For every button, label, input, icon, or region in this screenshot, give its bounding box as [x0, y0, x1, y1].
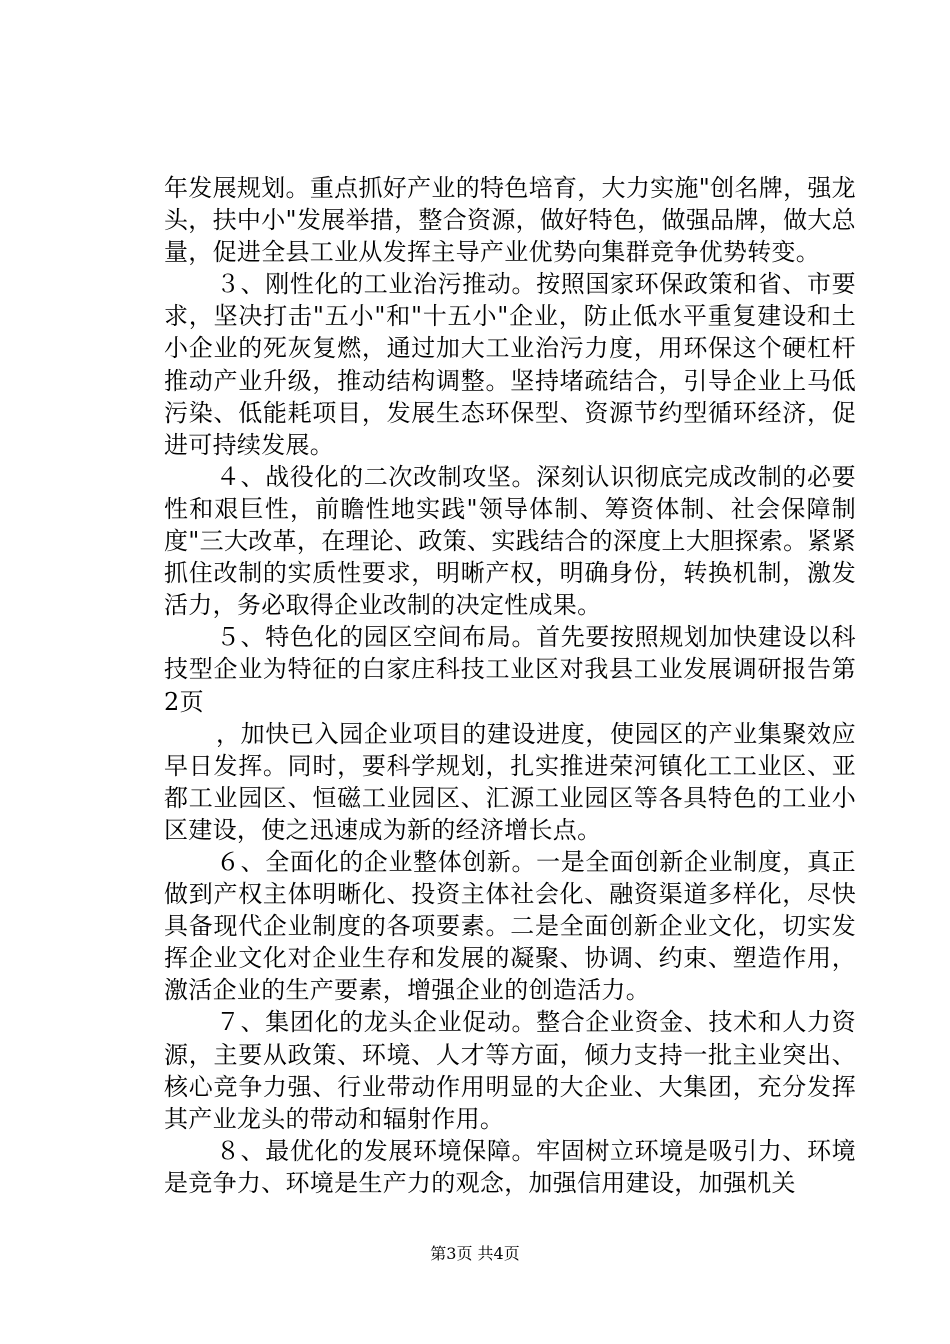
- page-footer: 第3页 共4页: [430, 1244, 520, 1263]
- paragraph-item-5-continued: ，加快已入园企业项目的建设进度，使园区的产业集聚效应早日发挥。同时，要科学规划，扎实推进荣河镇化工工业区、亚都工业园区、恒磁工业园区、汇源工业园区等各具特色的工业小区建设，使之迅速成为新的经济增长点。: [164, 719, 856, 844]
- paragraph-item-6: ６、全面化的企业整体创新。一是全面创新企业制度，真正做到产权主体明晰化、投资主体社会化、融资渠道多样化，尽快具备现代企业制度的各项要素。二是全面创新企业文化，切实发挥企业文化对企业生存和发展的凝聚、协调、约束、塑造作用，激活企业的生产要素，增强企业的创造活力。: [164, 847, 856, 1005]
- paragraph-item-3: ３、刚性化的工业治污推动。按照国家环保政策和省、市要求，坚决打击"五小"和"十五小"企业，防止低水平重复建设和土小企业的死灰复燃，通过加大工业治污力度，用环保这个硬杠杆推动产业升级，推动结构调整。坚持堵疏结合，引导企业上马低污染、低能耗项目，发展生态环保型、资源节约型循环经济，促进可持续发展。: [164, 270, 856, 459]
- paragraph-item-5: ５、特色化的园区空间布局。首先要按照规划加快建设以科技型企业为特征的白家庄科技工业区对我县工业发展调研报告第2页: [164, 623, 856, 716]
- paragraph-continuation: 年发展规划。重点抓好产业的特色培育，大力实施"创名牌，强龙头，扶中小"发展举措，整合资源，做好特色，做强品牌，做大总量，促进全县工业从发挥主导产业优势向集群竞争优势转变。: [164, 174, 856, 267]
- paragraph-item-4: ４、战役化的二次改制攻坚。深刻认识彻底完成改制的必要性和艰巨性，前瞻性地实践"领导体制、筹资体制、社会保障制度"三大改革，在理论、政策、实践结合的深度上大胆探索。紧紧抓住改制的实质性要求，明晰产权，明确身份，转换机制，激发活力，务必取得企业改制的决定性成果。: [164, 462, 856, 620]
- paragraph-item-8: ８、最优化的发展环境保障。牢固树立环境是吸引力、环境是竞争力、环境是生产力的观念，加强信用建设，加强机关: [164, 1136, 856, 1197]
- paragraph-item-7: ７、集团化的龙头企业促动。整合企业资金、技术和人力资源，主要从政策、环境、人才等方面，倾力支持一批主业突出、核心竞争力强、行业带动作用明显的大企业、大集团，充分发挥其产业龙头的带动和辐射作用。: [164, 1008, 856, 1133]
- document-body: [164, 172, 856, 1199]
